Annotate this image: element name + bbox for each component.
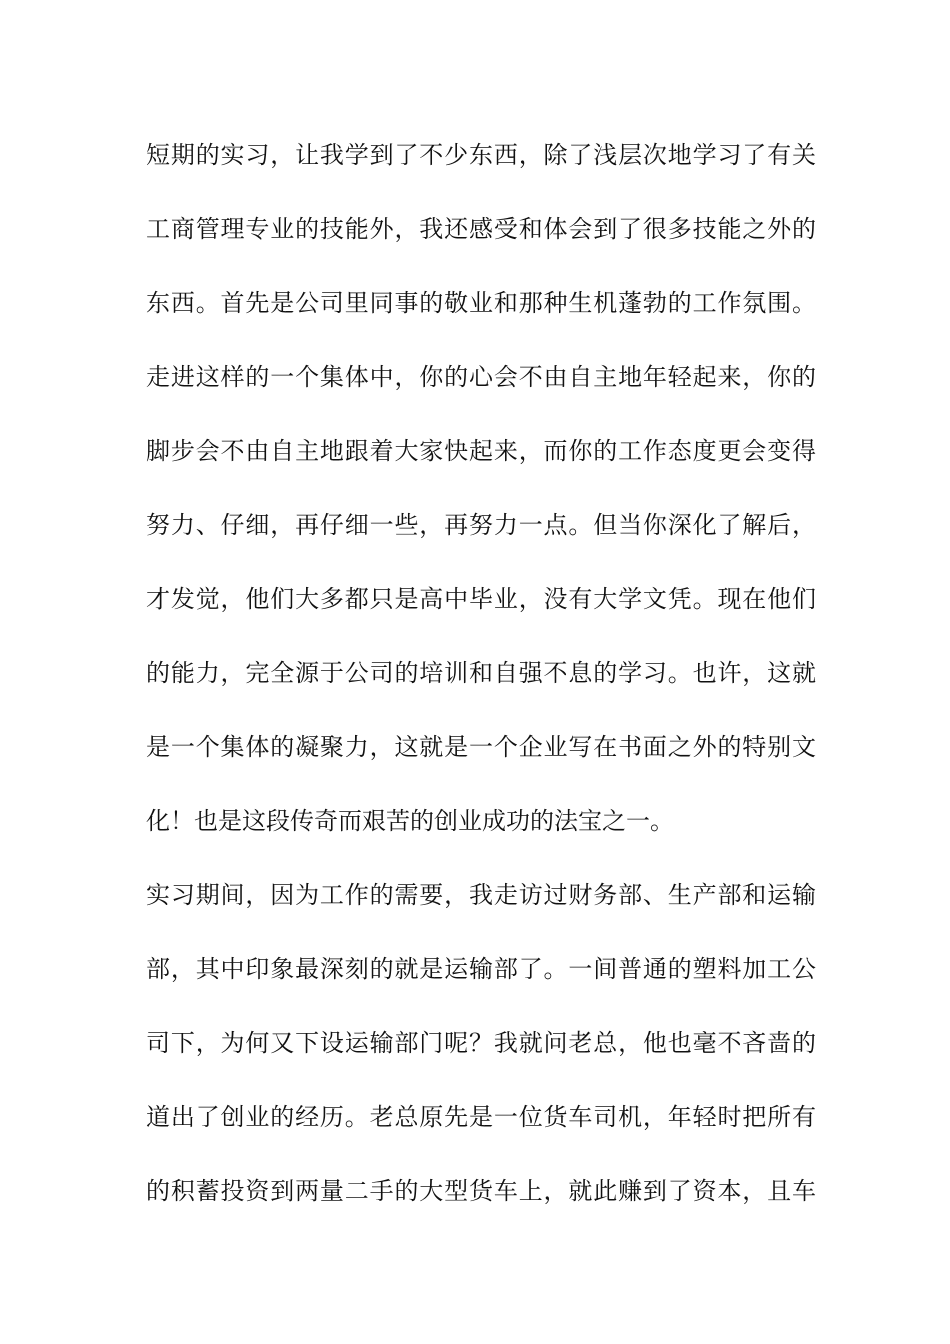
text-line: 努力、仔细，再仔细一些，再努力一点。但当你深化了解后， xyxy=(146,511,816,539)
text-line: 道出了创业的经历。老总原先是一位货车司机，年轻时把所有 xyxy=(146,1103,816,1131)
text-line: 实习期间，因为工作的需要，我走访过财务部、生产部和运输 xyxy=(146,881,816,909)
text-line: 化！也是这段传奇而艰苦的创业成功的法宝之一。 xyxy=(146,807,674,835)
text-line: 司下，为何又下设运输部门呢？我就问老总，他也毫不吝啬的 xyxy=(146,1029,816,1057)
text-line: 是一个集体的凝聚力，这就是一个企业写在书面之外的特别文 xyxy=(146,733,816,761)
text-line: 东西。首先是公司里同事的敬业和那种生机蓬勃的工作氛围。 xyxy=(146,289,816,317)
text-line: 才发觉，他们大多都只是高中毕业，没有大学文凭。现在他们 xyxy=(146,585,816,613)
text-line: 走进这样的一个集体中，你的心会不由自主地年轻起来，你的 xyxy=(146,363,816,391)
text-line: 的能力，完全源于公司的培训和自强不息的学习。也许，这就 xyxy=(146,659,816,687)
text-line: 短期的实习，让我学到了不少东西，除了浅层次地学习了有关 xyxy=(146,141,816,169)
text-line: 脚步会不由自主地跟着大家快起来，而你的工作态度更会变得 xyxy=(146,437,816,465)
text-line: 部，其中印象最深刻的就是运输部了。一间普通的塑料加工公 xyxy=(146,955,816,983)
text-line: 的积蓄投资到两量二手的大型货车上，就此赚到了资本，且车 xyxy=(146,1177,816,1205)
text-line: 工商管理专业的技能外，我还感受和体会到了很多技能之外的 xyxy=(146,215,816,243)
